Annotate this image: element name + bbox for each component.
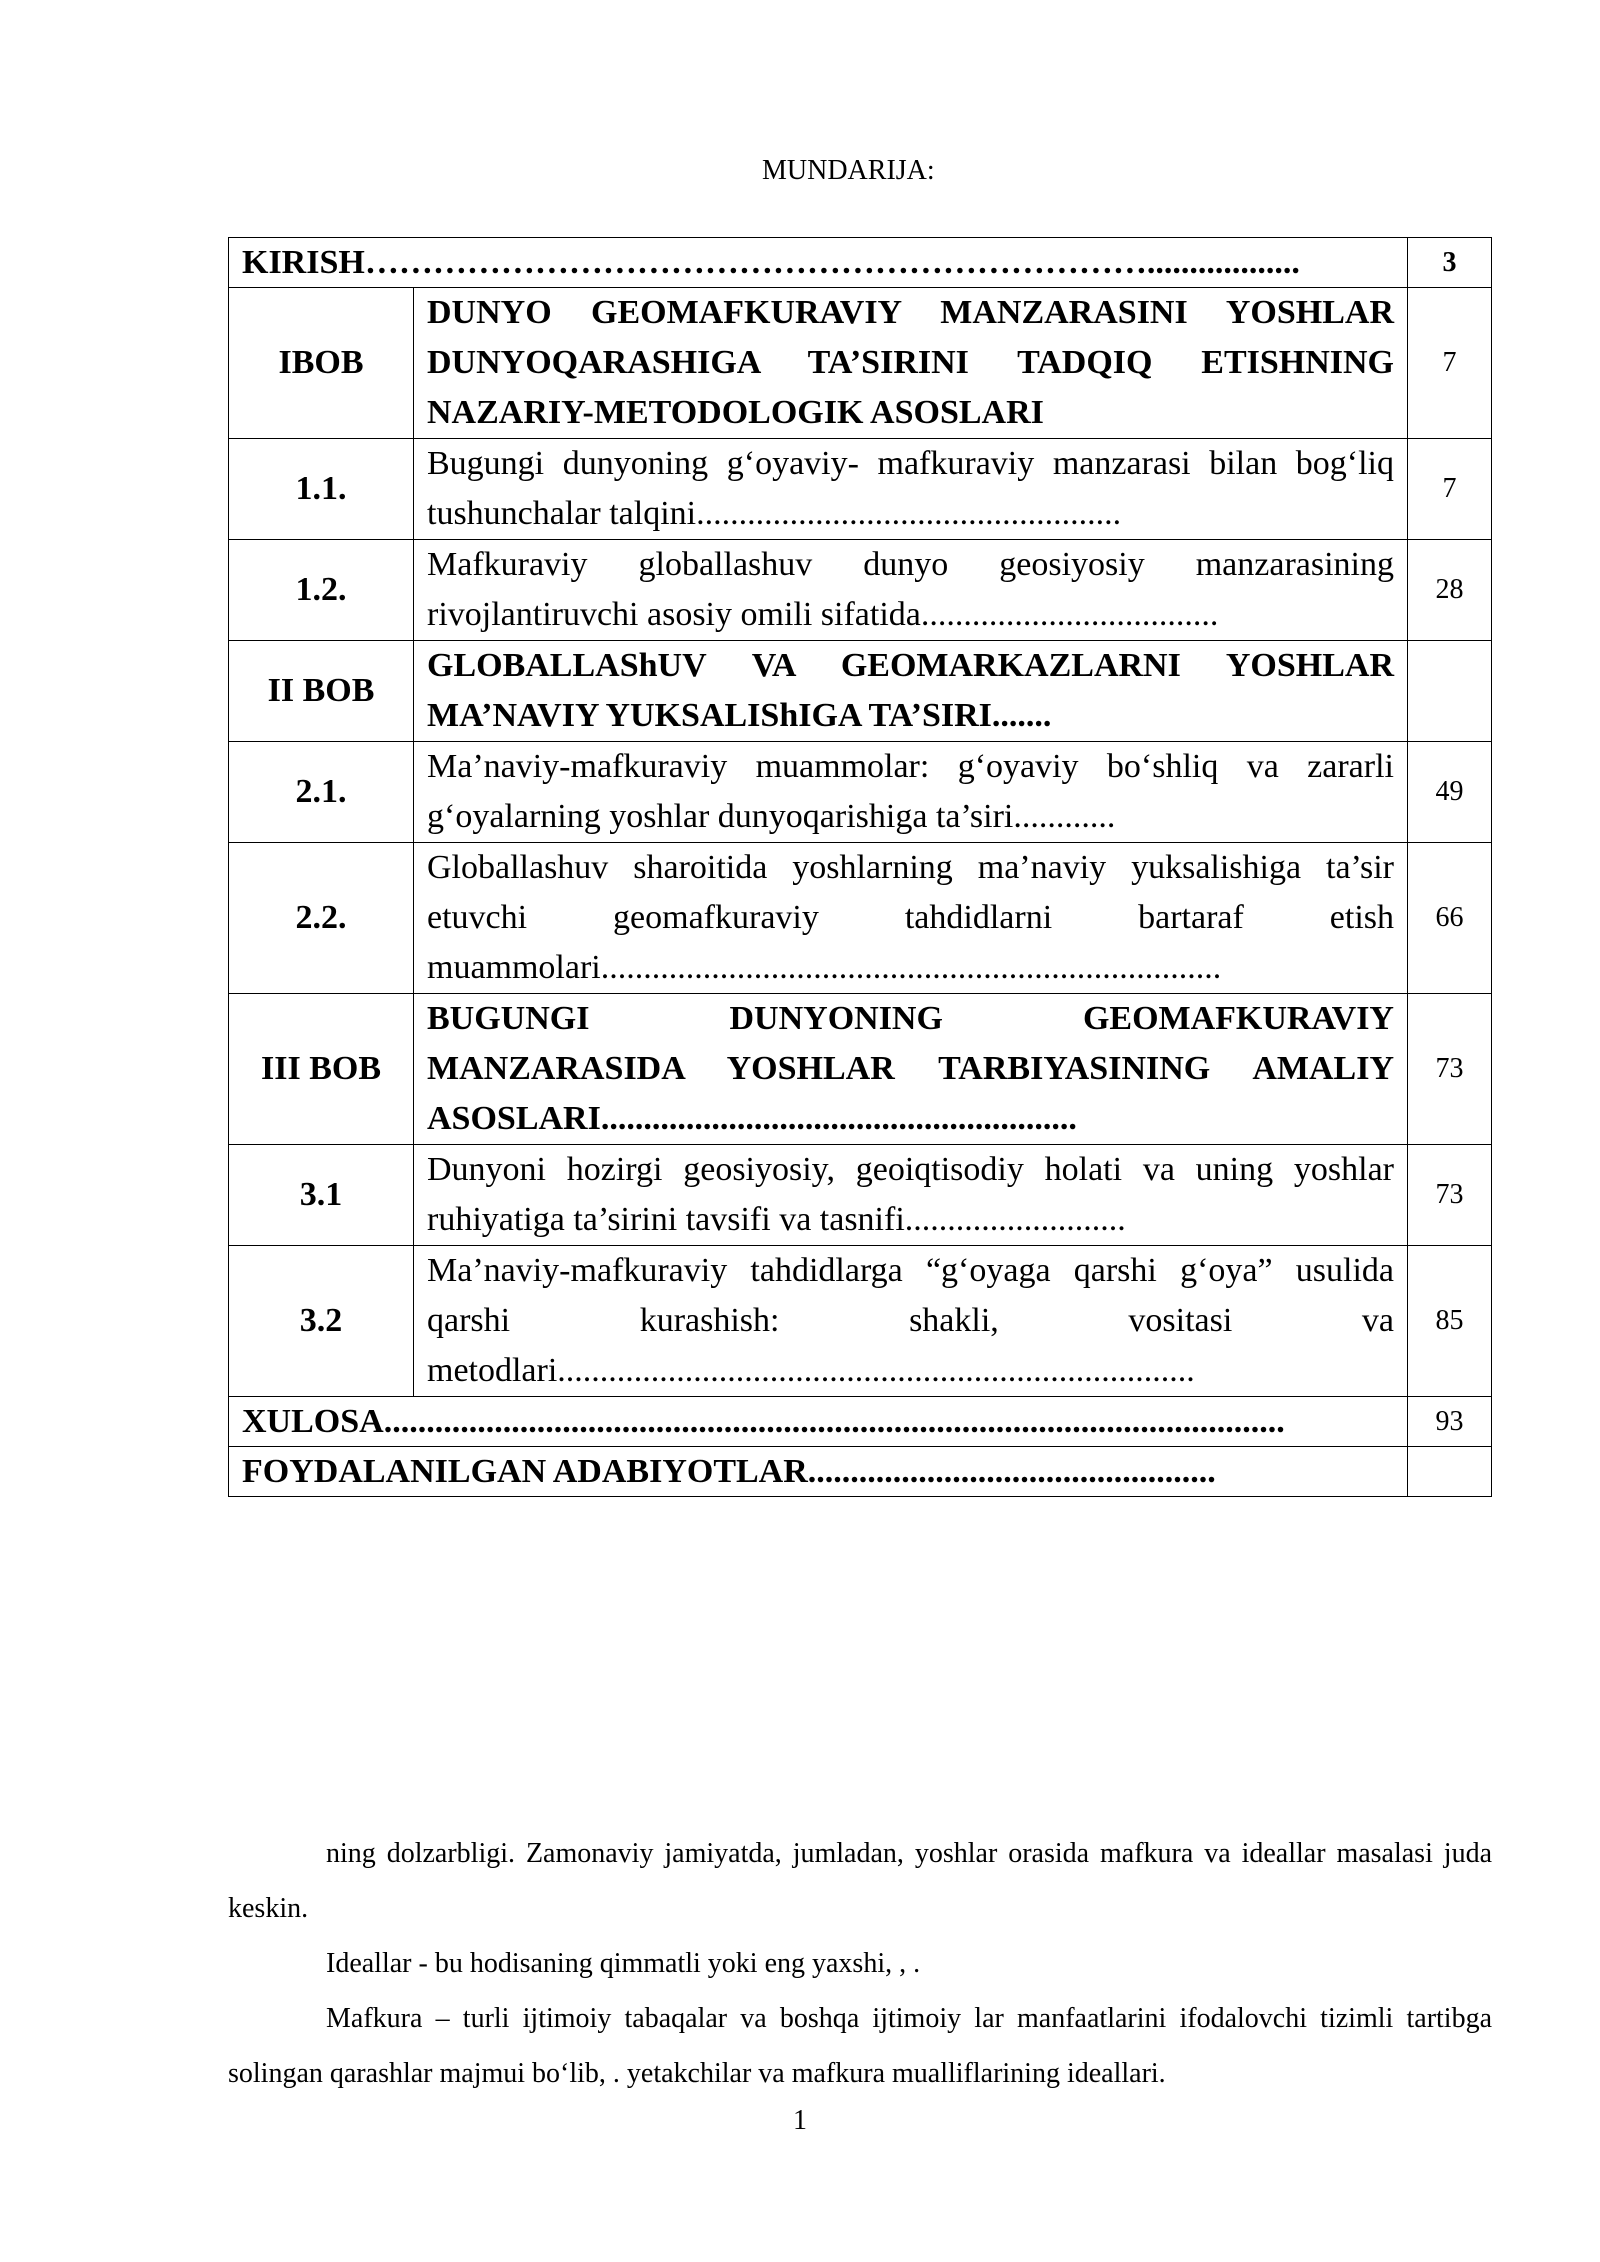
toc-intro-page: 3	[1408, 238, 1492, 288]
toc-row-number: 1.2.	[229, 540, 414, 641]
paragraph: ning dolzarbligi. Zamonaviy jamiyatda, jumladan, yoshlar orasida mafkura va ideallar masalasi juda keskin.	[228, 1838, 1492, 1924]
toc-row-number: III BOB	[229, 994, 414, 1145]
toc-row-page: 7	[1408, 439, 1492, 540]
toc-row-page: 7	[1408, 288, 1492, 439]
toc-row-page: 73	[1408, 1145, 1492, 1246]
toc-intro-label: KIRISH……………………………………………………………..................	[229, 238, 1408, 288]
toc-row-page: 85	[1408, 1246, 1492, 1397]
toc-row-references	[229, 1447, 1492, 1497]
paragraph: Mafkura – turli ijtimoiy tabaqalar va boshqa ijtimoiy lar manfaatlarini ifodalovchi tizimli tartibga solingan qarashlar majmui bo‘lib, . yetakchilar va mafkura mualliflarining ideallari.	[228, 2003, 1492, 2089]
toc-row-conclusion	[229, 1397, 1492, 1447]
body-text	[228, 1826, 1492, 2101]
toc-row-number: 1.1.	[229, 439, 414, 540]
page-number: 1	[793, 2105, 807, 2136]
toc-row	[229, 439, 1492, 540]
toc-row-title: BUGUNGI DUNYONING GEOMAFKURAVIY MANZARASIDA YOSHLAR TARBIYASINING AMALIY ASOSLARI........................................................	[414, 994, 1408, 1145]
toc-row	[229, 1246, 1492, 1397]
toc-references-label: FOYDALANILGAN ADABIYOTLAR................................................	[229, 1447, 1408, 1497]
toc-row-number: II BOB	[229, 641, 414, 742]
toc-conclusion-page: 93	[1408, 1397, 1492, 1447]
toc-row-title: Bugungi dunyoning g‘oyaviy- mafkuraviy manzarasi bilan bog‘liq tushunchalar talqini..................................................	[414, 439, 1408, 540]
toc-row-title: GLOBALLAShUV VA GEOMARKAZLARNI YOSHLAR MA’NAVIY YUKSALIShIGA TA’SIRI.......	[414, 641, 1408, 742]
toc-row-page: 49	[1408, 742, 1492, 843]
toc-row-page: 28	[1408, 540, 1492, 641]
toc-row-number: 3.2	[229, 1246, 414, 1397]
toc-row	[229, 288, 1492, 439]
toc-row-intro	[229, 238, 1492, 288]
toc-row-number: 2.1.	[229, 742, 414, 843]
toc-row-page	[1408, 641, 1492, 742]
toc-row	[229, 641, 1492, 742]
toc-row	[229, 742, 1492, 843]
table-of-contents	[228, 237, 1492, 1497]
toc-row	[229, 994, 1492, 1145]
toc-row-title: Ma’naviy-mafkuraviy muammolar: g‘oyaviy bo‘shliq va zararli g‘oyalarning yoshlar dunyoqarishiga ta’siri............	[414, 742, 1408, 843]
toc-row-number: IBOB	[229, 288, 414, 439]
toc-row-number: 3.1	[229, 1145, 414, 1246]
toc-row	[229, 1145, 1492, 1246]
toc-row-title: Dunyoni hozirgi geosiyosiy, geoiqtisodiy holati va uning yoshlar ruhiyatiga ta’sirini tavsifi va tasnifi..........................	[414, 1145, 1408, 1246]
toc-row-page: 66	[1408, 843, 1492, 994]
toc-row-page: 73	[1408, 994, 1492, 1145]
toc-references-page	[1408, 1447, 1492, 1497]
paragraph: Ideallar - bu hodisaning qimmatli yoki eng yaxshi, , .	[326, 1948, 921, 1979]
toc-row-number: 2.2.	[229, 843, 414, 994]
toc-row-title: Mafkuraviy globallashuv dunyo geosiyosiy manzarasining rivojlantiruvchi asosiy omili sifatida...................................	[414, 540, 1408, 641]
page-title: MUNDARIJA:	[762, 155, 935, 186]
toc-row-title: DUNYO GEOMAFKURAVIY MANZARASINI YOSHLAR DUNYOQARASHIGA TA’SIRINI TADQIQ ETISHNING NAZARIY-METODOLOGIK ASOSLARI	[414, 288, 1408, 439]
toc-row	[229, 843, 1492, 994]
toc-row-title: Globallashuv sharoitida yoshlarning ma’naviy yuksalishiga ta’sir etuvchi geomafkuraviy tahdidlarni bartaraf etish muammolari.........................................................................	[414, 843, 1408, 994]
toc-row	[229, 540, 1492, 641]
toc-row-title: Ma’naviy-mafkuraviy tahdidlarga “g‘oyaga qarshi g‘oya” usulida qarshi kurashish: shakli, vositasi va metodlari...........................................................................	[414, 1246, 1408, 1397]
toc-conclusion-label: XULOSA..........................................................................................................	[229, 1397, 1408, 1447]
